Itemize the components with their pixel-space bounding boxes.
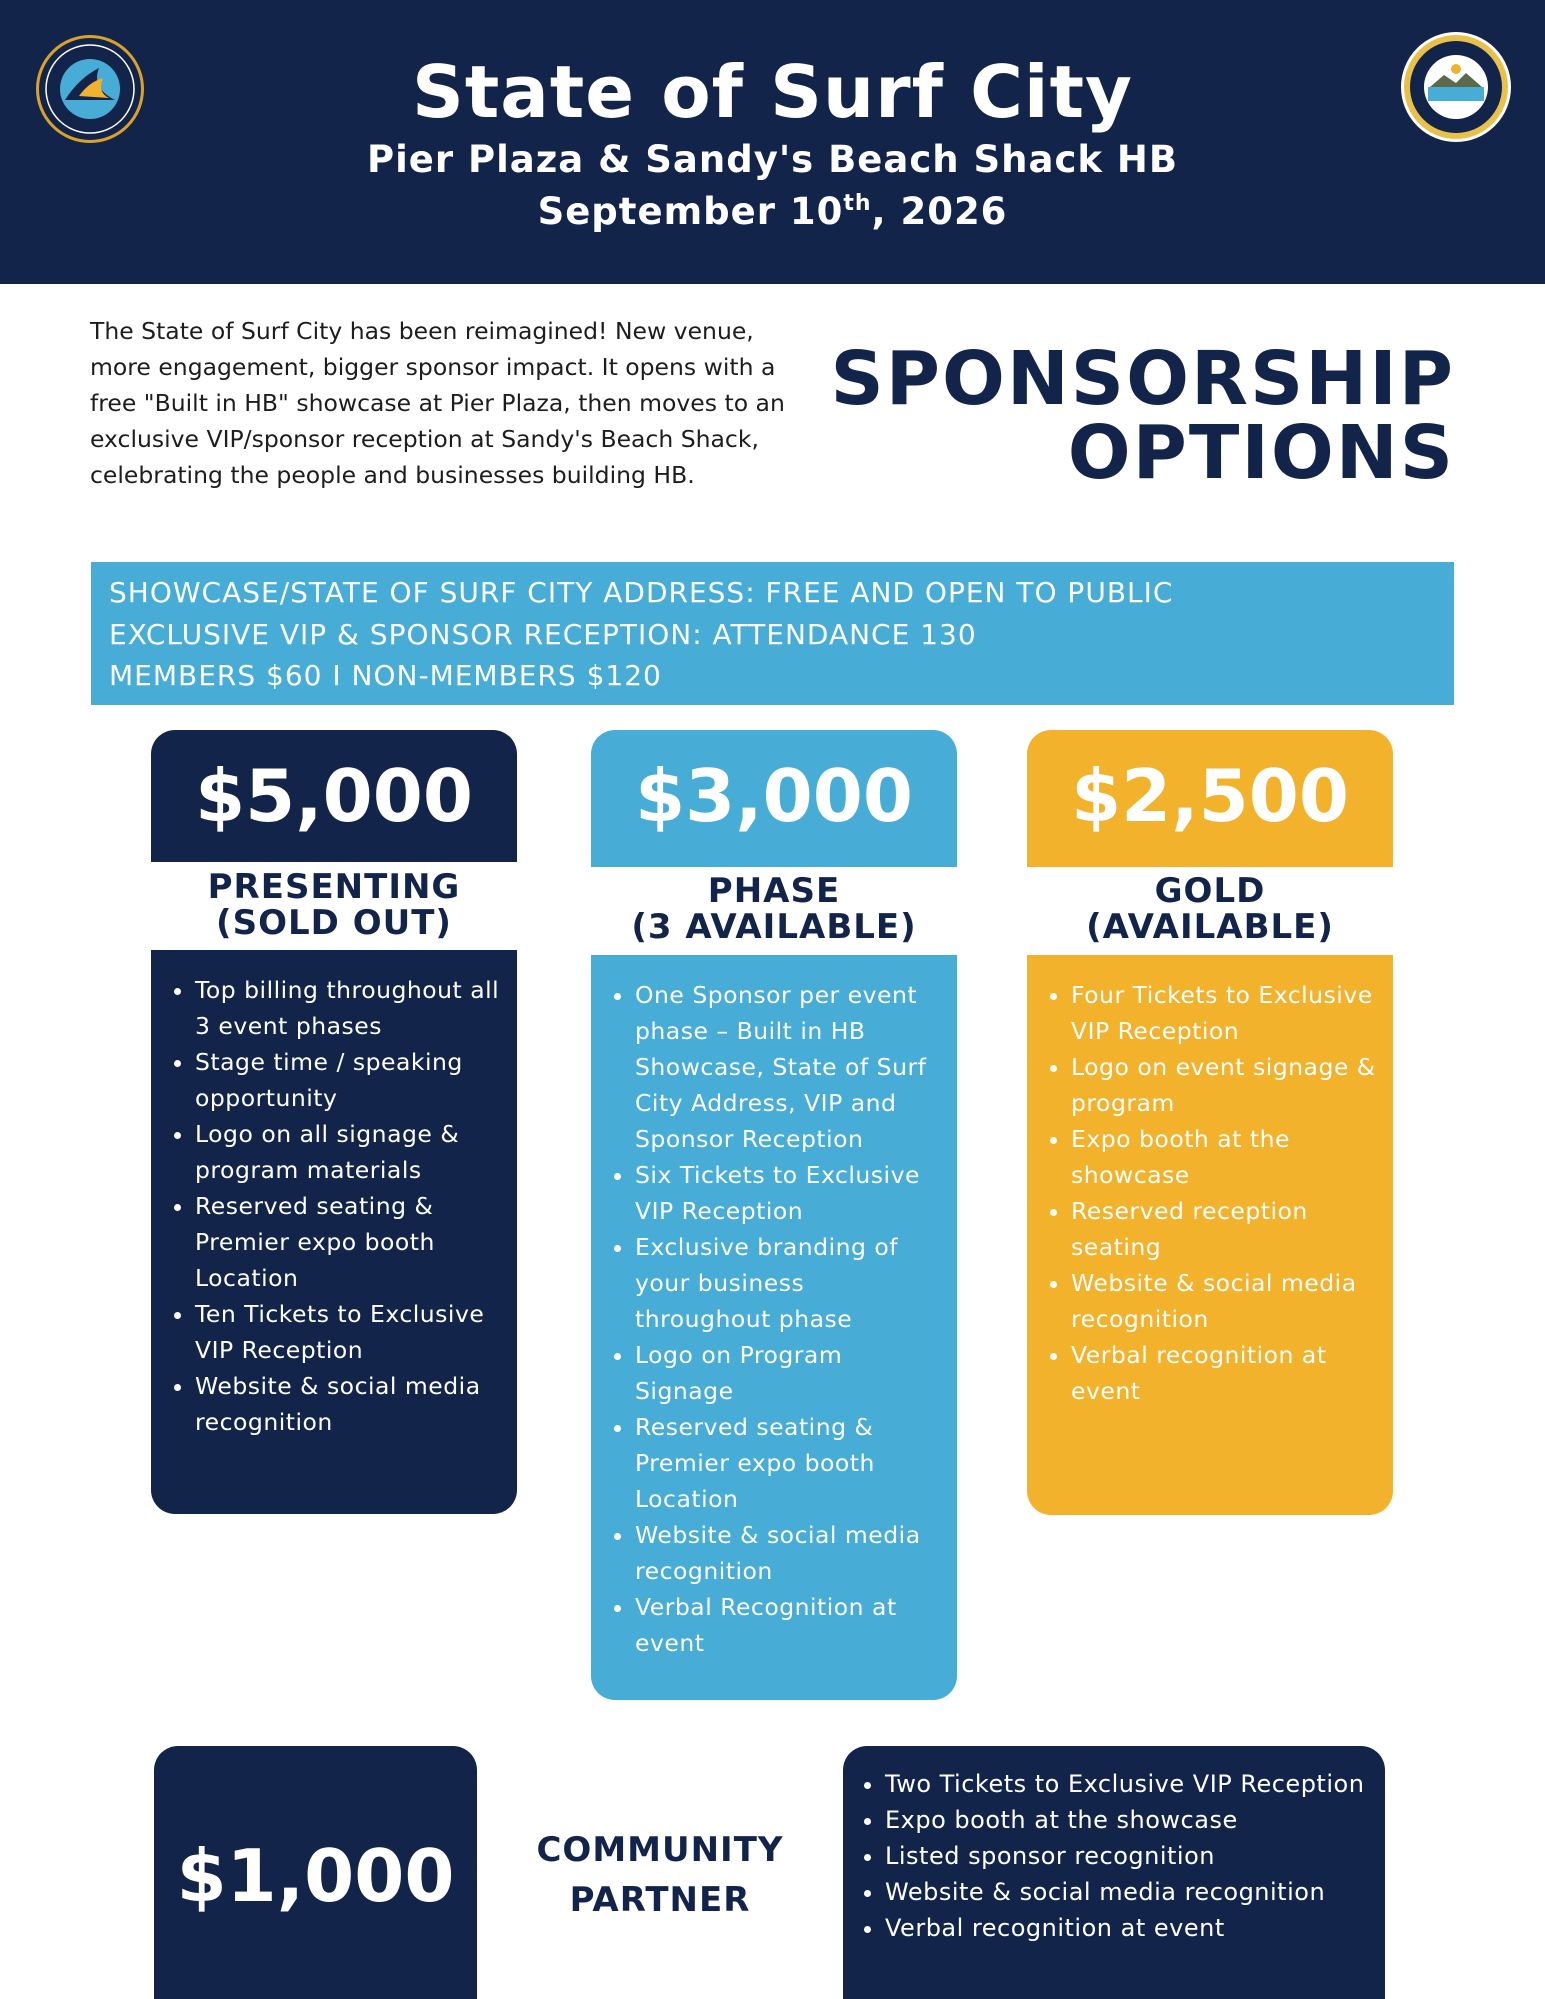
list-item: • Website & social media recognition [635,1517,947,1589]
event-venue: Pier Plaza & Sandy's Beach Shack HB [366,138,1179,181]
list-item: • Top billing throughout all 3 event phases [195,972,507,1044]
list-item: • Logo on all signage & program materials [195,1116,507,1188]
phase-benefits [591,955,957,1700]
list-item: • Verbal Recognition at event [635,1589,947,1661]
list-item: • Ten Tickets to Exclusive VIP Reception [195,1296,507,1368]
list-item: • One Sponsor per event phase – Built in HB Showcase, State of Surf City Address, VIP and Sponsor Reception [635,977,947,1157]
gold-benefits [1027,955,1393,1515]
list-item: • Website & social media recognition [885,1874,1375,1910]
presenting-benefits [151,950,517,1514]
list-item: • Verbal recognition at event [885,1910,1375,1946]
presenting-price: $5,000 [151,730,517,862]
list-item: • Reserved reception seating [1071,1193,1383,1265]
list-item: • Website & social media recognition [195,1368,507,1440]
list-item: • Reserved seating & Premier expo booth Location [195,1188,507,1296]
phase-tier-name: PHASE (3 AVAILABLE) [631,871,917,947]
sponsorship-options-heading: SPONSORSHIP OPTIONS [830,336,1455,496]
event-date: September 10th, 2026 [537,190,1008,233]
presenting-tier-name: PRESENTING (SOLD OUT) [207,867,461,943]
list-item: • Listed sponsor recognition [885,1838,1375,1874]
gold-tier-name: GOLD (AVAILABLE) [1086,871,1334,947]
list-item: • Logo on event signage & program [1071,1049,1383,1121]
event-info-bar [91,562,1454,705]
info-line: SHOWCASE/STATE OF SURF CITY ADDRESS: FREE AND OPEN TO PUBLIC [109,576,1174,609]
community-partner-price: $1,000 [154,1746,477,1999]
community-partner-benefits [843,1746,1385,1999]
list-item: • Two Tickets to Exclusive VIP Reception [885,1766,1375,1802]
list-item: • Logo on Program Signage [635,1337,947,1409]
event-title: State of Surf City [412,50,1133,134]
list-item: • Four Tickets to Exclusive VIP Reception [1071,977,1383,1049]
gold-price: $2,500 [1027,730,1393,867]
list-item: • Expo booth at the showcase [885,1802,1375,1838]
intro-paragraph: The State of Surf City has been reimagined! New venue, more engagement, bigger sponsor impact. It opens with a free "Built in HB" showcase at Pier Plaza, then moves to an exclusive VIP/sponsor reception at Sandy's Beach Shack, celebrating the people and businesses building HB. [90,317,785,489]
list-item: • Website & social media recognition [1071,1265,1383,1337]
info-line: MEMBERS $60 I NON-MEMBERS $120 [109,659,662,692]
list-item: • Verbal recognition at event [1071,1337,1383,1409]
phase-price: $3,000 [591,730,957,867]
info-line: EXCLUSIVE VIP & SPONSOR RECEPTION: ATTENDANCE 130 [109,617,977,651]
list-item: • Six Tickets to Exclusive VIP Reception [635,1157,947,1229]
list-item: • Reserved seating & Premier expo booth Location [635,1409,947,1517]
list-item: • Exclusive branding of your business throughout phase [635,1229,947,1337]
community-partner-tier-name: COMMUNITY PARTNER [536,1830,784,1920]
list-item: • Expo booth at the showcase [1071,1121,1383,1193]
list-item: • Stage time / speaking opportunity [195,1044,507,1116]
